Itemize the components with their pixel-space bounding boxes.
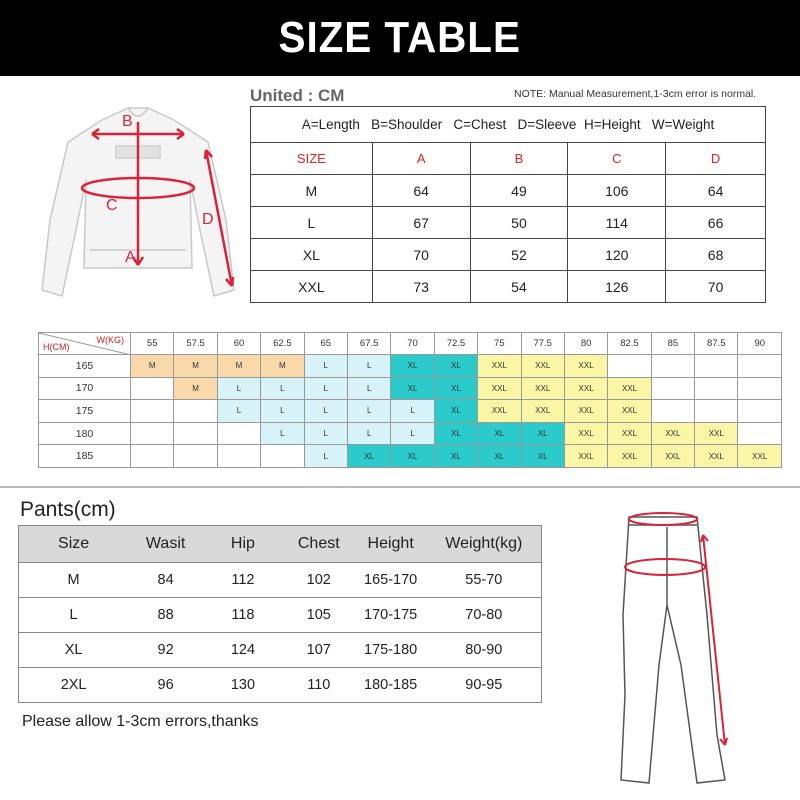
size-cell: XXL (478, 400, 521, 423)
weight-header-cell: 77.5 (521, 333, 564, 355)
table-cell: XL (19, 633, 129, 668)
column-header: Wasit (128, 526, 203, 563)
label-b: B (122, 113, 133, 130)
table-cell: 107 (283, 633, 355, 668)
weight-header-cell: 82.5 (608, 333, 651, 355)
table-cell: 64 (372, 175, 470, 207)
table-cell: 73 (372, 271, 470, 303)
table-row (251, 175, 766, 207)
size-cell: L (217, 400, 260, 423)
size-cell: XL (521, 422, 564, 445)
size-cell (131, 377, 174, 400)
size-cell: L (391, 400, 434, 423)
table-cell: 96 (128, 668, 203, 703)
column-header: A (372, 143, 470, 175)
size-cell: XXL (521, 400, 564, 423)
height-weight-size-chart (38, 332, 782, 468)
size-chart-row (39, 355, 782, 378)
column-header: Hip (203, 526, 283, 563)
weight-header-cell: 65 (304, 333, 347, 355)
height-label: 175 (39, 400, 131, 423)
table-cell: 70 (372, 239, 470, 271)
size-cell: M (261, 355, 304, 378)
table-cell: 175-180 (355, 633, 427, 668)
weight-header-cell: 70 (391, 333, 434, 355)
size-chart-row (39, 422, 782, 445)
size-cell (738, 400, 782, 423)
legend-sleeve: D=Sleeve (517, 117, 577, 132)
size-cell: L (261, 400, 304, 423)
column-header: SIZE (251, 143, 373, 175)
table-cell: 112 (203, 563, 283, 598)
size-cell: L (261, 377, 304, 400)
table-cell: 70 (666, 271, 766, 303)
table-cell: L (19, 598, 129, 633)
size-cell: L (304, 355, 347, 378)
table-cell: 102 (283, 563, 355, 598)
size-cell (174, 445, 217, 468)
size-cell: M (131, 355, 174, 378)
size-cell: XXL (564, 377, 607, 400)
jacket-size-table (250, 106, 766, 303)
size-cell (608, 355, 651, 378)
size-cell: XL (478, 445, 521, 468)
table-cell: M (251, 175, 373, 207)
size-cell: XXL (521, 355, 564, 378)
size-cell (217, 445, 260, 468)
size-cell (695, 377, 738, 400)
table-cell: 80-90 (427, 633, 542, 668)
weight-header-cell: 55 (131, 333, 174, 355)
column-header: B (470, 143, 568, 175)
size-cell: XL (434, 445, 477, 468)
weight-header-cell: 90 (738, 333, 782, 355)
table-row (251, 239, 766, 271)
size-cell: XL (391, 355, 434, 378)
table-cell: 110 (283, 668, 355, 703)
unit-label: United : CM (250, 86, 345, 105)
size-cell: L (304, 400, 347, 423)
size-cell (738, 422, 782, 445)
pants-header-row (19, 526, 542, 563)
column-header: D (666, 143, 766, 175)
legend-chest: C=Chest (453, 117, 507, 132)
column-header: C (568, 143, 666, 175)
table-cell: 2XL (19, 668, 129, 703)
table-cell: 90-95 (427, 668, 542, 703)
pants-title: Pants(cm) (20, 498, 116, 521)
weight-header-cell: 60 (217, 333, 260, 355)
size-cell: XXL (738, 445, 782, 468)
size-cell: L (304, 377, 347, 400)
size-cell: XXL (608, 422, 651, 445)
size-cell (651, 400, 694, 423)
corner-diagonal (39, 333, 131, 355)
table-row (19, 633, 542, 668)
table-cell: 54 (470, 271, 568, 303)
table-cell: 165-170 (355, 563, 427, 598)
table-cell: 92 (128, 633, 203, 668)
size-cell: XXL (564, 355, 607, 378)
size-cell: L (347, 355, 390, 378)
size-cell (261, 445, 304, 468)
size-cell: XXL (478, 377, 521, 400)
size-cell (695, 400, 738, 423)
table-cell: 124 (203, 633, 283, 668)
size-cell: XXL (564, 445, 607, 468)
table-cell: 114 (568, 207, 666, 239)
size-cell: L (347, 422, 390, 445)
size-cell: M (174, 355, 217, 378)
table-cell: 170-175 (355, 598, 427, 633)
table-cell: 50 (470, 207, 568, 239)
size-cell: XL (347, 445, 390, 468)
legend-length: A=Length (301, 117, 360, 132)
legend-row (251, 107, 766, 143)
size-cell (738, 377, 782, 400)
size-cell (131, 400, 174, 423)
size-cell (131, 445, 174, 468)
table-cell: XXL (251, 271, 373, 303)
size-cell: XL (521, 445, 564, 468)
jacket-header-row (251, 143, 766, 175)
size-cell: L (347, 377, 390, 400)
table-cell: 84 (128, 563, 203, 598)
section-divider (0, 486, 800, 488)
size-cell: XL (478, 422, 521, 445)
size-cell: L (304, 422, 347, 445)
size-cell: XXL (608, 400, 651, 423)
size-cell: XL (434, 400, 477, 423)
size-cell: L (217, 377, 260, 400)
label-a: A (125, 249, 136, 266)
size-cell (651, 355, 694, 378)
height-label: 180 (39, 422, 131, 445)
column-header: Chest (283, 526, 355, 563)
jacket-diagram (30, 100, 245, 310)
size-cell: M (217, 355, 260, 378)
size-cell: XXL (521, 377, 564, 400)
size-cell: XXL (564, 400, 607, 423)
table-row (19, 563, 542, 598)
size-cell: XXL (478, 355, 521, 378)
size-chart-row (39, 400, 782, 423)
weight-header-cell: 80 (564, 333, 607, 355)
weight-header-cell: 85 (651, 333, 694, 355)
table-cell: 106 (568, 175, 666, 207)
size-cell: XXL (695, 445, 738, 468)
weight-header-cell: 72.5 (434, 333, 477, 355)
size-cell: XXL (695, 422, 738, 445)
size-cell: XXL (651, 445, 694, 468)
table-cell: 130 (203, 668, 283, 703)
title-banner (0, 0, 800, 76)
size-cell: L (304, 445, 347, 468)
table-cell: 126 (568, 271, 666, 303)
table-cell: 64 (666, 175, 766, 207)
size-cell: XL (391, 445, 434, 468)
column-header: Size (19, 526, 129, 563)
weight-header-row (39, 333, 782, 355)
size-cell: XL (391, 377, 434, 400)
weight-header-cell: 75 (478, 333, 521, 355)
size-cell: XL (434, 422, 477, 445)
weight-header-cell: 62.5 (261, 333, 304, 355)
table-cell: 52 (470, 239, 568, 271)
height-label: 185 (39, 445, 131, 468)
size-cell: XL (434, 377, 477, 400)
legend-weight: W=Weight (651, 117, 715, 132)
pants-note: Please allow 1-3cm errors,thanks (22, 713, 259, 730)
size-chart-row (39, 377, 782, 400)
size-cell (651, 377, 694, 400)
table-cell: 66 (666, 207, 766, 239)
size-cell: L (261, 422, 304, 445)
size-cell (174, 400, 217, 423)
table-cell: XL (251, 239, 373, 271)
weight-header-cell: 67.5 (347, 333, 390, 355)
table-row (251, 207, 766, 239)
label-d: D (202, 211, 214, 228)
size-cell (131, 422, 174, 445)
table-cell: 55-70 (427, 563, 542, 598)
page-title: SIZE TABLE (278, 13, 522, 62)
height-label: 165 (39, 355, 131, 378)
table-cell: 67 (372, 207, 470, 239)
size-cell: XL (434, 355, 477, 378)
table-cell: 118 (203, 598, 283, 633)
weight-header-cell: 87.5 (695, 333, 738, 355)
table-row (19, 668, 542, 703)
height-axis-label: H(CM) (43, 342, 70, 352)
axis-corner (39, 333, 131, 355)
table-cell: 68 (666, 239, 766, 271)
measurement-note: NOTE: Manual Measurement,1-3cm error is normal. (514, 88, 757, 100)
table-cell: 70-80 (427, 598, 542, 633)
size-cell: M (174, 377, 217, 400)
table-cell: 105 (283, 598, 355, 633)
size-cell: XXL (608, 377, 651, 400)
size-cell: L (391, 422, 434, 445)
table-cell: 88 (128, 598, 203, 633)
size-cell (174, 422, 217, 445)
weight-header-cell: 57.5 (174, 333, 217, 355)
size-chart-row (39, 445, 782, 468)
legend-height: H=Height (583, 117, 641, 132)
size-cell (217, 422, 260, 445)
size-cell: XXL (564, 422, 607, 445)
label-c: C (106, 197, 118, 214)
weight-axis-label: W(KG) (96, 335, 125, 345)
table-cell: 49 (470, 175, 568, 207)
size-cell: L (347, 400, 390, 423)
pants-diagram (585, 495, 745, 790)
height-label: 170 (39, 377, 131, 400)
table-cell: 120 (568, 239, 666, 271)
table-cell: 180-185 (355, 668, 427, 703)
column-header: Weight(kg) (427, 526, 542, 563)
column-header: Height (355, 526, 427, 563)
size-cell (695, 355, 738, 378)
legend-shoulder: B=Shoulder (371, 117, 443, 132)
pants-size-table (18, 525, 542, 703)
size-cell: XXL (608, 445, 651, 468)
size-cell: XXL (651, 422, 694, 445)
size-cell (738, 355, 782, 378)
table-cell: M (19, 563, 129, 598)
table-cell: L (251, 207, 373, 239)
table-row (19, 598, 542, 633)
table-row (251, 271, 766, 303)
